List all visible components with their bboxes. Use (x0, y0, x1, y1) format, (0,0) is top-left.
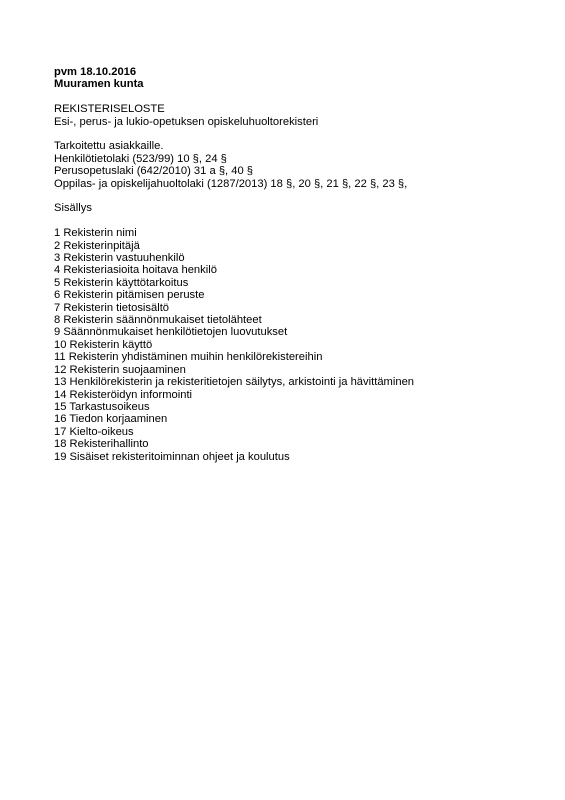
contents-item: 5 Rekisterin käyttötarkoitus (54, 276, 189, 289)
contents-item: 4 Rekisteriasioita hoitava henkilö (54, 264, 217, 277)
contents-item: 6 Rekisterin pitämisen peruste (54, 289, 205, 302)
contents-item: 2 Rekisterinpitäjä (54, 239, 140, 252)
spacer (54, 91, 544, 103)
contents-item: 12 Rekisterin suojaaminen (54, 363, 186, 376)
contents-item: 14 Rekisteröidyn informointi (54, 388, 193, 401)
spacer (54, 190, 544, 202)
contents-item: 16 Tiedon korjaaminen (54, 413, 168, 426)
contents-item: 18 Rekisterihallinto (54, 438, 149, 451)
document-header (54, 66, 544, 91)
contents-item: 17 Kielto-oikeus (54, 425, 134, 438)
contents-item: 11 Rekisterin yhdistäminen muihin henkilörekistereihin (54, 351, 323, 364)
law-reference: Henkilötietolaki (523/99) 10 §, 24 § (54, 152, 227, 165)
contents-item: 13 Henkilörekisterin ja rekisteritietojen säilytys, arkistointi ja hävittäminen (54, 376, 415, 389)
register-name: Esi-, perus- ja lukio-opetuksen opiskeluhuoltorekisteri (54, 115, 319, 128)
contents-item: 10 Rekisterin käyttö (54, 338, 153, 351)
organization-name: Muuramen kunta (54, 78, 144, 91)
spacer (54, 128, 544, 140)
contents-section (54, 202, 544, 463)
document-page (54, 66, 544, 463)
register-heading: REKISTERISELOSTE (54, 103, 165, 116)
register-section (54, 103, 544, 128)
document-date: pvm 18.10.2016 (54, 66, 137, 78)
contents-title: Sisällys (54, 202, 92, 215)
contents-item: 19 Sisäiset rekisteritoiminnan ohjeet ja koulutus (54, 450, 290, 463)
contents-item: 1 Rekisterin nimi (54, 227, 137, 240)
contents-list (54, 227, 544, 463)
contents-item: 9 Säännönmukaiset henkilötietojen luovutukset (54, 326, 288, 339)
law-reference: Perusopetuslaki (642/2010) 31 a §, 40 § (54, 165, 254, 178)
purpose-section (54, 140, 544, 190)
spacer (54, 215, 544, 227)
contents-item: 3 Rekisterin vastuuhenkilö (54, 252, 185, 265)
purpose-intro: Tarkoitettu asiakkaille. (54, 140, 164, 153)
contents-item: 8 Rekisterin säännönmukaiset tietolähteet (54, 314, 262, 327)
contents-item: 7 Rekisterin tietosisältö (54, 301, 170, 314)
contents-item: 15 Tarkastusoikeus (54, 400, 150, 413)
law-reference: Oppilas- ja opiskelijahuoltolaki (1287/2013) 18 §, 20 §, 21 §, 22 §, 23 §, (54, 177, 408, 190)
